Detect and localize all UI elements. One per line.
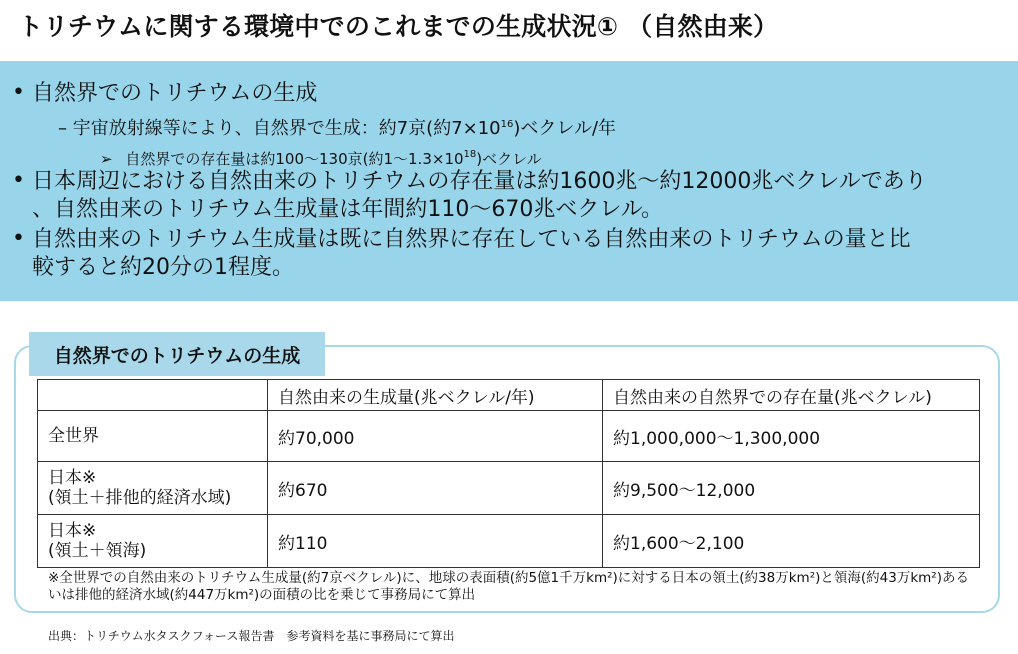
table-row-name-line-1: 日本※ <box>48 521 97 541</box>
bullet-1-text: 自然界でのトリチウムの生成 <box>32 81 318 106</box>
table-row-name <box>38 411 268 462</box>
table-cell-existing: 約9,500～12,000 <box>603 462 980 515</box>
table-header-blank <box>38 380 268 411</box>
table-row-name-line-1: 全世界 <box>48 426 99 446</box>
bullet-1-subitem-1-prefix: – 宇宙放射線等により、自然界で生成：約7京(約7×10 <box>58 118 501 139</box>
table-cell-production: 約70,000 <box>268 411 603 462</box>
table-header-row <box>38 380 980 411</box>
bullet-symbol: • <box>12 168 25 193</box>
bullet-3-line-1: 自然由来のトリチウム生成量は既に自然界に存在している自然由来のトリチウムの量と比 <box>32 227 911 252</box>
bullet-1-subitem-2-exponent: 18 <box>463 149 477 160</box>
table-header-production: 自然由来の生成量(兆ベクレル/年) <box>268 380 603 411</box>
table-row-name <box>38 462 268 515</box>
bullet-2-line-1: 日本周辺における自然由来のトリチウムの存在量は約1600兆～約12000兆ベクレルであり <box>32 169 927 194</box>
bullet-1-subitem-1 <box>58 114 616 140</box>
table-cell-existing: 約1,600～2,100 <box>603 515 980 568</box>
table-header-existing: 自然由来の自然界での存在量(兆ベクレル) <box>603 380 980 411</box>
table-row-name-line-2: (領土＋領海) <box>48 541 147 561</box>
table-row <box>38 462 980 515</box>
tritium-table <box>37 379 980 568</box>
table-cell-production: 約110 <box>268 515 603 568</box>
table-row <box>38 411 980 462</box>
panel-heading: 自然界でのトリチウムの生成 <box>29 332 325 376</box>
bullet-2-line-2: 、自然由来のトリチウム生成量は年間約110～670兆ベクレル。 <box>32 197 664 222</box>
table-cell-production: 約670 <box>268 462 603 515</box>
table-cell-existing: 約1,000,000～1,300,000 <box>603 411 980 462</box>
table-row-name-line-2: (領土＋排他的経済水域) <box>48 488 232 508</box>
bullet-symbol: • <box>12 80 25 105</box>
table-row-name-line-1: 日本※ <box>48 468 97 488</box>
table-row <box>38 515 980 568</box>
table-row-name <box>38 515 268 568</box>
page-title: トリチウムに関する環境中でのこれまでの生成状況① （自然由来） <box>18 12 779 41</box>
source-note: 出典：トリチウム水タスクフォース報告書 参考資料を基に事務局にて算出 <box>48 629 455 643</box>
bullet-1-subitem-2-suffix: )ベクレル <box>476 150 542 168</box>
bullet-1-subitem-1-suffix: )ベクレル/年 <box>513 118 617 139</box>
bullet-1-subitem-2 <box>100 145 542 169</box>
table-footnote: ※全世界での自然由来のトリチウム生成量(約7京ベクレル)に、地球の表面積(約5億1千万km²)に対する日本の領土(約38万km²)と領海(約43万km²)あるいは排他的経済水域(約447万km²)の面積の比を乗じて事務局にて算出 <box>48 570 969 603</box>
bullet-arrow-icon: ➢ <box>100 150 113 168</box>
bullet-1-subitem-2-prefix: 自然界での存在量は約100～130京(約1～1.3×10 <box>125 150 464 168</box>
bullet-1-subitem-1-exponent: 16 <box>500 119 514 130</box>
bullet-symbol: • <box>12 226 25 251</box>
bullet-3-line-2: 較すると約20分の1程度。 <box>32 255 294 280</box>
